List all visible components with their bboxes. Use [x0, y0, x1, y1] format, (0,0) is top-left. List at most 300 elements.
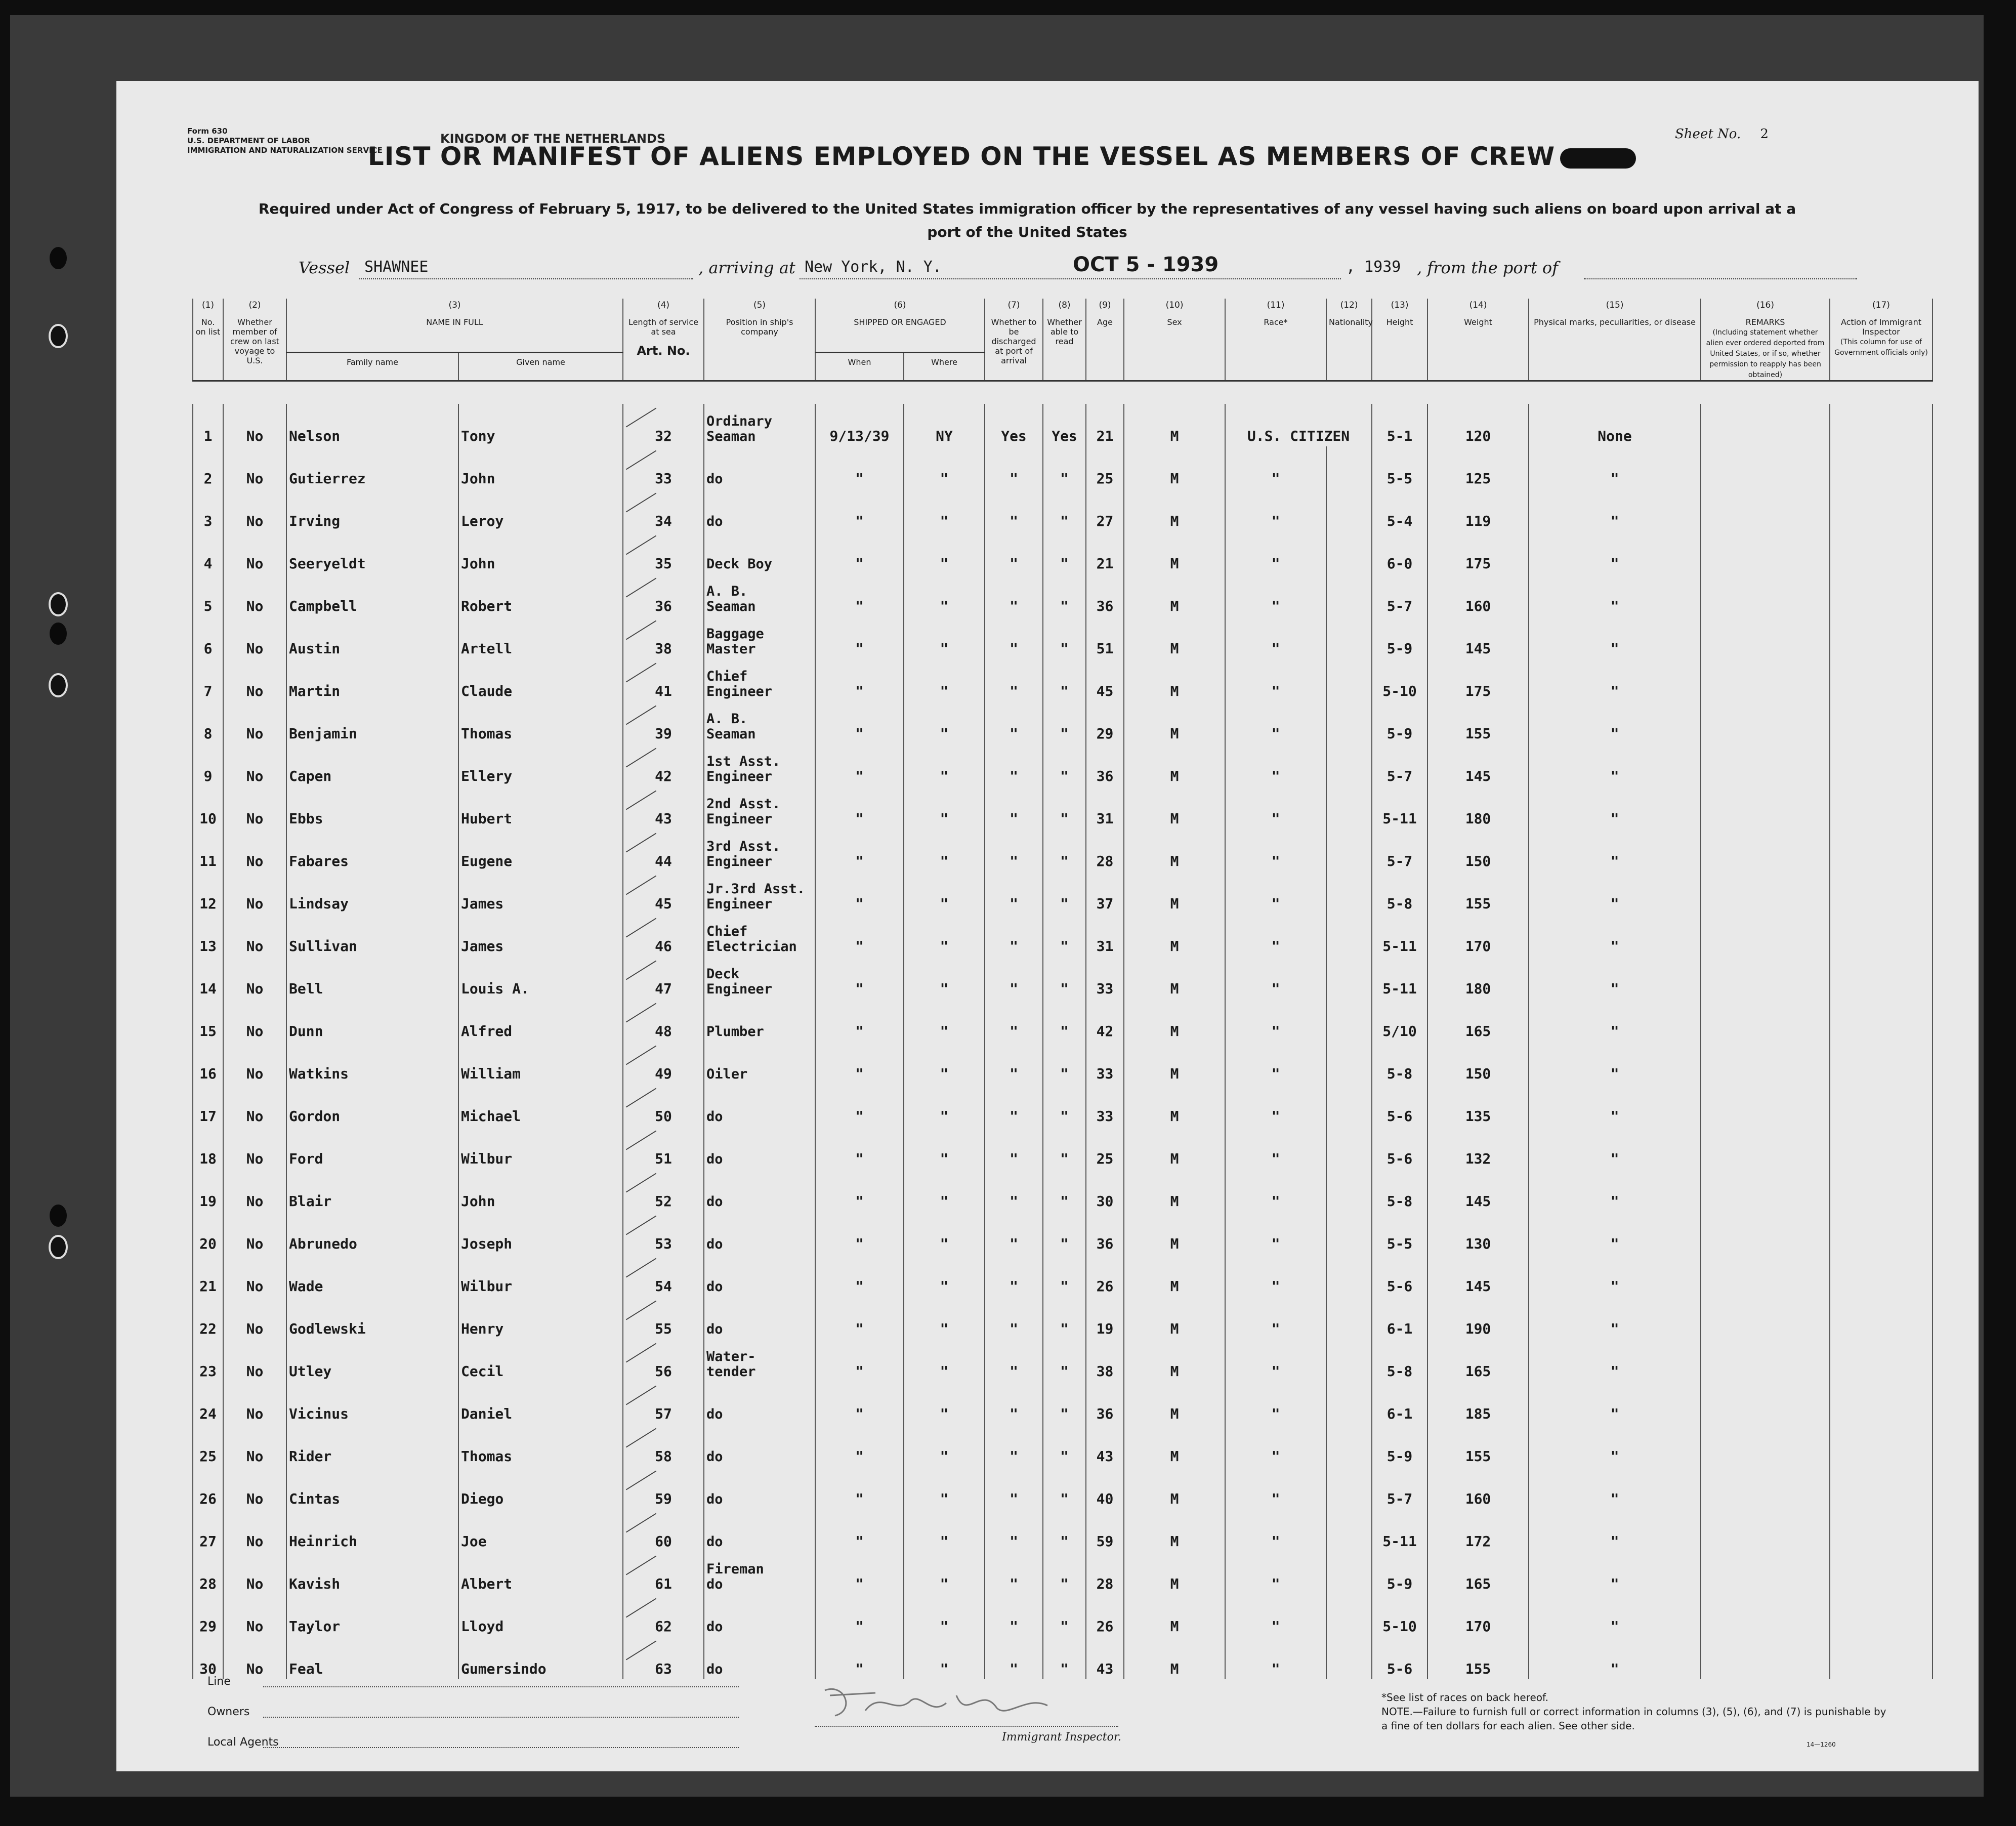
shipped-where-cell: ": [904, 1254, 985, 1297]
shipped-when-cell: ": [815, 829, 904, 872]
physical-marks-cell: ": [1529, 1637, 1701, 1679]
inspector-action-cell: [1830, 1212, 1933, 1254]
race-cell: ": [1225, 1127, 1326, 1169]
height-cell: 6-1: [1372, 1297, 1427, 1339]
age-cell: 45: [1086, 659, 1124, 701]
physical-marks-cell: ": [1529, 829, 1701, 872]
article-number-cell: 58: [623, 1424, 704, 1467]
position-cell: 2nd Asst. Engineer: [704, 786, 815, 829]
race-cell: ": [1225, 659, 1326, 701]
height-cell: 5-1: [1372, 404, 1427, 446]
weight-cell: 145: [1427, 616, 1529, 659]
col-read-header: (8) Whether able to read: [1043, 299, 1086, 381]
row-number-cell: 22: [193, 1297, 223, 1339]
shipped-where-cell: ": [904, 1552, 985, 1594]
col-last-voyage-header: (2) Whether member of crew on last voyage to U.S.: [223, 299, 286, 381]
discharge-cell: ": [985, 616, 1043, 659]
family-name-cell: Feal: [286, 1637, 458, 1679]
family-name-cell: Nelson: [286, 404, 458, 446]
col-marks-header: (15) Physical marks, peculiarities, or disease: [1529, 299, 1701, 381]
last-voyage-cell: No: [223, 744, 286, 786]
physical-marks-cell: ": [1529, 1297, 1701, 1339]
weight-cell: 165: [1427, 999, 1529, 1042]
family-name-cell: Wade: [286, 1254, 458, 1297]
able-to-read-cell: ": [1043, 1127, 1086, 1169]
age-cell: 21: [1086, 404, 1124, 446]
last-voyage-cell: No: [223, 1084, 286, 1127]
nationality-cell: [1326, 744, 1372, 786]
last-voyage-cell: No: [223, 786, 286, 829]
shipped-where-cell: ": [904, 786, 985, 829]
age-cell: 51: [1086, 616, 1124, 659]
age-cell: 59: [1086, 1509, 1124, 1552]
row-number-cell: 19: [193, 1169, 223, 1212]
binder-hole: [50, 622, 67, 645]
able-to-read-cell: ": [1043, 786, 1086, 829]
table-row: [193, 1042, 1933, 1084]
last-voyage-cell: No: [223, 1467, 286, 1509]
arrival-port: New York, N. Y.: [805, 258, 942, 276]
inspector-action-cell: [1830, 446, 1933, 489]
position-cell: Deck Engineer: [704, 957, 815, 999]
nationality-cell: [1326, 1594, 1372, 1637]
able-to-read-cell: ": [1043, 1297, 1086, 1339]
article-number-cell: 45: [623, 872, 704, 914]
physical-marks-cell: ": [1529, 616, 1701, 659]
race-cell: ": [1225, 1467, 1326, 1509]
race-cell: ": [1225, 531, 1326, 574]
table-row: [193, 1424, 1933, 1467]
given-name-cell: Leroy: [458, 489, 623, 531]
able-to-read-cell: ": [1043, 1169, 1086, 1212]
inspector-action-cell: [1830, 1424, 1933, 1467]
table-row: [193, 1254, 1933, 1297]
inspector-action-cell: [1830, 1084, 1933, 1127]
nationality-cell: [1326, 1509, 1372, 1552]
height-cell: 5-7: [1372, 829, 1427, 872]
discharge-cell: ": [985, 1127, 1043, 1169]
able-to-read-cell: Yes: [1043, 404, 1086, 446]
age-cell: 36: [1086, 744, 1124, 786]
inspector-action-cell: [1830, 872, 1933, 914]
nationality-cell: [1326, 659, 1372, 701]
weight-cell: 155: [1427, 1637, 1529, 1679]
able-to-read-cell: ": [1043, 701, 1086, 744]
shipped-when-cell: ": [815, 1042, 904, 1084]
local-agents-label: Local Agents: [207, 1736, 279, 1749]
physical-marks-cell: None: [1529, 404, 1701, 446]
vessel-line: [299, 253, 1857, 283]
weight-cell: 135: [1427, 1084, 1529, 1127]
last-voyage-cell: No: [223, 1594, 286, 1637]
race-cell: ": [1225, 1297, 1326, 1339]
last-voyage-cell: No: [223, 1637, 286, 1679]
given-name-cell: Alfred: [458, 999, 623, 1042]
shipped-when-cell: ": [815, 446, 904, 489]
shipped-where-cell: ": [904, 659, 985, 701]
inspector-action-cell: [1830, 1169, 1933, 1212]
able-to-read-cell: ": [1043, 1254, 1086, 1297]
height-cell: 5-8: [1372, 1169, 1427, 1212]
position-cell: Chief Electrician: [704, 914, 815, 957]
row-number-cell: 10: [193, 786, 223, 829]
inspector-action-cell: [1830, 914, 1933, 957]
last-voyage-cell: No: [223, 1042, 286, 1084]
row-number-cell: 9: [193, 744, 223, 786]
height-cell: 5-9: [1372, 701, 1427, 744]
shipped-when-cell: ": [815, 659, 904, 701]
position-cell: do: [704, 1509, 815, 1552]
shipped-where-cell: ": [904, 1127, 985, 1169]
sex-cell: M: [1124, 446, 1225, 489]
table-row: [193, 701, 1933, 744]
inspector-action-cell: [1830, 1297, 1933, 1339]
age-cell: 43: [1086, 1424, 1124, 1467]
shipped-where-cell: ": [904, 914, 985, 957]
able-to-read-cell: ": [1043, 1212, 1086, 1254]
nationality-cell: [1326, 1042, 1372, 1084]
shipped-where-cell: ": [904, 531, 985, 574]
article-number-cell: 44: [623, 829, 704, 872]
height-cell: 5-11: [1372, 786, 1427, 829]
physical-marks-cell: ": [1529, 786, 1701, 829]
last-voyage-cell: No: [223, 489, 286, 531]
article-number-cell: 47: [623, 957, 704, 999]
discharge-cell: ": [985, 1042, 1043, 1084]
family-name-cell: Bell: [286, 957, 458, 999]
height-cell: 5-8: [1372, 872, 1427, 914]
given-name-cell: Joe: [458, 1509, 623, 1552]
article-number-cell: 54: [623, 1254, 704, 1297]
col-shipped-header: (6) SHIPPED OR ENGAGED: [815, 299, 985, 353]
race-cell: ": [1225, 1594, 1326, 1637]
last-voyage-cell: No: [223, 1254, 286, 1297]
inspector-action-cell: [1830, 744, 1933, 786]
col-race-header: (11) Race*: [1225, 299, 1326, 381]
shipped-when-cell: ": [815, 744, 904, 786]
last-voyage-cell: No: [223, 446, 286, 489]
physical-marks-cell: ": [1529, 1339, 1701, 1382]
given-name-cell: Albert: [458, 1552, 623, 1594]
shipped-when-cell: ": [815, 786, 904, 829]
able-to-read-cell: ": [1043, 489, 1086, 531]
position-cell: A. B. Seaman: [704, 574, 815, 616]
height-cell: 5-6: [1372, 1254, 1427, 1297]
manifest-page: [116, 81, 1979, 1771]
weight-cell: 150: [1427, 829, 1529, 872]
physical-marks-cell: ": [1529, 1127, 1701, 1169]
inspector-action-cell: [1830, 1254, 1933, 1297]
article-number-cell: 51: [623, 1127, 704, 1169]
last-voyage-cell: No: [223, 1382, 286, 1424]
nationality-cell: [1326, 531, 1372, 574]
sex-cell: M: [1124, 1382, 1225, 1424]
form-code: 14—1260: [1807, 1741, 1836, 1748]
col-no-header: (1) No. on list: [193, 299, 223, 381]
height-cell: 5-6: [1372, 1127, 1427, 1169]
given-name-cell: Hubert: [458, 786, 623, 829]
race-cell: ": [1225, 1552, 1326, 1594]
family-name-cell: Gordon: [286, 1084, 458, 1127]
row-number-cell: 13: [193, 914, 223, 957]
sex-cell: M: [1124, 1084, 1225, 1127]
family-name-cell: Capen: [286, 744, 458, 786]
weight-cell: 119: [1427, 489, 1529, 531]
article-number-cell: 52: [623, 1169, 704, 1212]
age-cell: 28: [1086, 829, 1124, 872]
position-cell: Jr.3rd Asst. Engineer: [704, 872, 815, 914]
height-cell: 5-10: [1372, 1594, 1427, 1637]
inspector-action-cell: [1830, 999, 1933, 1042]
nationality-cell: [1326, 957, 1372, 999]
shipped-when-cell: ": [815, 1382, 904, 1424]
inspector-action-cell: [1830, 957, 1933, 999]
able-to-read-cell: ": [1043, 872, 1086, 914]
height-cell: 6-1: [1372, 1382, 1427, 1424]
height-cell: 5-7: [1372, 744, 1427, 786]
ink-blot: [1560, 148, 1636, 169]
given-name-cell: Daniel: [458, 1382, 623, 1424]
table-row: [193, 1297, 1933, 1339]
shipped-where-cell: ": [904, 1297, 985, 1339]
family-name-cell: Sullivan: [286, 914, 458, 957]
col-action-header: (17) Action of Immigrant Inspector (This column for use of Government officials only): [1830, 299, 1933, 381]
age-cell: 31: [1086, 914, 1124, 957]
sex-cell: M: [1124, 1297, 1225, 1339]
article-number-cell: 59: [623, 1467, 704, 1509]
height-cell: 5/10: [1372, 999, 1427, 1042]
position-cell: do: [704, 1127, 815, 1169]
discharge-cell: ": [985, 1424, 1043, 1467]
article-number-cell: 56: [623, 1339, 704, 1382]
nationality-cell: [1326, 786, 1372, 829]
weight-cell: 155: [1427, 872, 1529, 914]
given-name-cell: John: [458, 1169, 623, 1212]
owners-label: Owners: [207, 1706, 250, 1718]
weight-cell: 155: [1427, 1424, 1529, 1467]
weight-cell: 150: [1427, 1042, 1529, 1084]
age-cell: 28: [1086, 1552, 1124, 1594]
nationality-cell: [1326, 1084, 1372, 1127]
table-row: [193, 1084, 1933, 1127]
position-cell: Water- tender: [704, 1339, 815, 1382]
given-name-cell: Thomas: [458, 1424, 623, 1467]
row-number-cell: 23: [193, 1339, 223, 1382]
family-name-cell: Lindsay: [286, 872, 458, 914]
shipped-when-cell: ": [815, 1127, 904, 1169]
remarks-cell: [1701, 1127, 1830, 1169]
col-age-header: (9) Age: [1086, 299, 1124, 381]
age-cell: 25: [1086, 446, 1124, 489]
shipped-where-cell: ": [904, 872, 985, 914]
col-when-header: When: [815, 353, 904, 381]
physical-marks-cell: ": [1529, 701, 1701, 744]
given-name-cell: John: [458, 531, 623, 574]
physical-marks-cell: ": [1529, 999, 1701, 1042]
height-cell: 5-9: [1372, 616, 1427, 659]
given-name-cell: Lloyd: [458, 1594, 623, 1637]
height-cell: 5-11: [1372, 1509, 1427, 1552]
nationality-cell: [1326, 1467, 1372, 1509]
weight-cell: 185: [1427, 1382, 1529, 1424]
race-cell: ": [1225, 1637, 1326, 1679]
weight-cell: 120: [1427, 404, 1529, 446]
last-voyage-cell: No: [223, 404, 286, 446]
table-row: [193, 1594, 1933, 1637]
physical-marks-cell: ": [1529, 1382, 1701, 1424]
row-number-cell: 1: [193, 404, 223, 446]
position-cell: 3rd Asst. Engineer: [704, 829, 815, 872]
remarks-cell: [1701, 489, 1830, 531]
race-cell: ": [1225, 574, 1326, 616]
article-number-cell: 63: [623, 1637, 704, 1679]
remarks-cell: [1701, 914, 1830, 957]
table-row: [193, 1169, 1933, 1212]
sheet-number: Sheet No. 2: [1675, 127, 1769, 142]
physical-marks-cell: ": [1529, 1084, 1701, 1127]
shipped-where-cell: ": [904, 1169, 985, 1212]
position-cell: Ordinary Seaman: [704, 404, 815, 446]
last-voyage-cell: No: [223, 1297, 286, 1339]
nationality-cell: [1326, 1297, 1372, 1339]
given-name-cell: Louis A.: [458, 957, 623, 999]
race-cell: U.S. CITIZEN: [1225, 404, 1372, 446]
inspector-caption: Immigrant Inspector.: [1002, 1731, 1121, 1744]
physical-marks-cell: ": [1529, 659, 1701, 701]
physical-marks-cell: ": [1529, 872, 1701, 914]
last-voyage-cell: No: [223, 701, 286, 744]
remarks-cell: [1701, 1084, 1830, 1127]
height-cell: 5-9: [1372, 1552, 1427, 1594]
col-nationality-header: (12) Nationality: [1326, 299, 1372, 381]
arriving-label: , arriving at: [698, 258, 795, 277]
inspector-action-cell: [1830, 1042, 1933, 1084]
discharge-cell: ": [985, 659, 1043, 701]
race-cell: ": [1225, 701, 1326, 744]
binder-ring: [49, 592, 68, 616]
nationality-cell: [1326, 829, 1372, 872]
family-name-cell: Blair: [286, 1169, 458, 1212]
age-cell: 37: [1086, 872, 1124, 914]
physical-marks-cell: ": [1529, 446, 1701, 489]
shipped-where-cell: ": [904, 829, 985, 872]
discharge-cell: ": [985, 701, 1043, 744]
discharge-cell: ": [985, 1467, 1043, 1509]
discharge-cell: ": [985, 574, 1043, 616]
from-port-label: , from the port of: [1417, 258, 1559, 277]
col-family-name-header: Family name: [286, 353, 458, 381]
article-number-cell: 46: [623, 914, 704, 957]
remarks-cell: [1701, 829, 1830, 872]
family-name-cell: Irving: [286, 489, 458, 531]
height-cell: 5-9: [1372, 1424, 1427, 1467]
height-cell: 5-5: [1372, 446, 1427, 489]
age-cell: 33: [1086, 1084, 1124, 1127]
inspector-action-cell: [1830, 1382, 1933, 1424]
row-number-cell: 26: [193, 1467, 223, 1509]
position-cell: A. B. Seaman: [704, 701, 815, 744]
age-cell: 40: [1086, 1467, 1124, 1509]
shipped-when-cell: ": [815, 1084, 904, 1127]
discharge-cell: ": [985, 999, 1043, 1042]
article-number-cell: 33: [623, 446, 704, 489]
family-name-cell: Fabares: [286, 829, 458, 872]
race-cell: ": [1225, 914, 1326, 957]
physical-marks-cell: ": [1529, 914, 1701, 957]
physical-marks-cell: ": [1529, 489, 1701, 531]
last-voyage-cell: No: [223, 616, 286, 659]
physical-marks-cell: ": [1529, 1594, 1701, 1637]
race-cell: ": [1225, 1042, 1326, 1084]
family-name-cell: Ebbs: [286, 786, 458, 829]
row-number-cell: 21: [193, 1254, 223, 1297]
age-cell: 26: [1086, 1594, 1124, 1637]
sex-cell: M: [1124, 1042, 1225, 1084]
able-to-read-cell: ": [1043, 446, 1086, 489]
discharge-cell: ": [985, 1084, 1043, 1127]
race-cell: ": [1225, 1424, 1326, 1467]
nationality-cell: [1326, 1212, 1372, 1254]
family-name-cell: Seeryeldt: [286, 531, 458, 574]
row-number-cell: 2: [193, 446, 223, 489]
position-cell: Deck Boy: [704, 531, 815, 574]
physical-marks-cell: ": [1529, 1042, 1701, 1084]
weight-cell: 170: [1427, 914, 1529, 957]
remarks-cell: [1701, 446, 1830, 489]
sex-cell: M: [1124, 1424, 1225, 1467]
shipped-where-cell: ": [904, 957, 985, 999]
shipped-when-cell: ": [815, 957, 904, 999]
table-row: [193, 1212, 1933, 1254]
physical-marks-cell: ": [1529, 1552, 1701, 1594]
col-weight-header: (14) Weight: [1427, 299, 1529, 381]
article-number-cell: 42: [623, 744, 704, 786]
article-number-cell: 32: [623, 404, 704, 446]
remarks-cell: [1701, 957, 1830, 999]
height-cell: 5-5: [1372, 1212, 1427, 1254]
age-cell: 19: [1086, 1297, 1124, 1339]
shipped-when-cell: ": [815, 531, 904, 574]
remarks-cell: [1701, 701, 1830, 744]
page-title: LIST OR MANIFEST OF ALIENS EMPLOYED ON THE VESSEL AS MEMBERS OF CREW: [116, 142, 1887, 171]
given-name-cell: Tony: [458, 404, 623, 446]
able-to-read-cell: ": [1043, 1509, 1086, 1552]
sex-cell: M: [1124, 914, 1225, 957]
able-to-read-cell: ": [1043, 1467, 1086, 1509]
discharge-cell: ": [985, 1509, 1043, 1552]
sex-cell: M: [1124, 531, 1225, 574]
able-to-read-cell: ": [1043, 1042, 1086, 1084]
shipped-when-cell: ": [815, 1254, 904, 1297]
position-cell: Chief Engineer: [704, 659, 815, 701]
position-cell: do: [704, 1212, 815, 1254]
article-number-cell: 49: [623, 1042, 704, 1084]
physical-marks-cell: ": [1529, 1509, 1701, 1552]
weight-cell: 165: [1427, 1552, 1529, 1594]
weight-cell: 130: [1427, 1212, 1529, 1254]
height-cell: 5-11: [1372, 957, 1427, 999]
position-cell: do: [704, 1169, 815, 1212]
discharge-cell: ": [985, 829, 1043, 872]
discharge-cell: ": [985, 1254, 1043, 1297]
article-number-cell: 35: [623, 531, 704, 574]
shipped-when-cell: ": [815, 1339, 904, 1382]
shipped-where-cell: ": [904, 574, 985, 616]
shipped-when-cell: ": [815, 1212, 904, 1254]
race-cell: ": [1225, 1509, 1326, 1552]
age-cell: 36: [1086, 574, 1124, 616]
sex-cell: M: [1124, 616, 1225, 659]
